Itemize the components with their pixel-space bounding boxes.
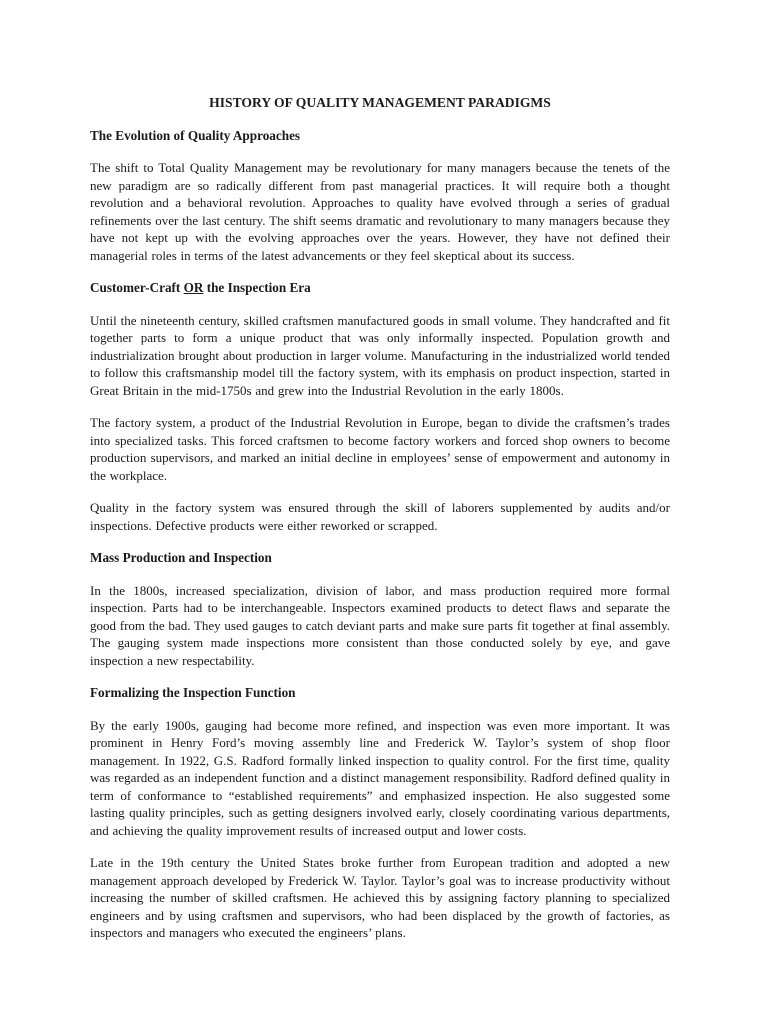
section-evolution-of-quality-approaches xyxy=(90,127,670,265)
body-paragraph: The factory system, a product of the Industrial Revolution in Europe, began to divide the craftsmen’s trades into specialized tasks. This forced craftsmen to become factory workers and forced shop owners to become production supervisors, and marked an initial decline in employees’ sense of empowerment and autonomy in the workplace. xyxy=(90,415,670,483)
section-heading xyxy=(90,684,670,702)
document-title: HISTORY OF QUALITY MANAGEMENT PARADIGMS xyxy=(209,95,551,110)
section-heading xyxy=(90,549,670,567)
heading-text: The Evolution of Quality Approaches xyxy=(90,127,301,143)
body-paragraph: In the 1800s, increased specialization, division of labor, and mass production required more formal inspection. Parts had to be interchangeable. Inspectors examined products to detect flaws and separate the good from the bad. They used gauges to catch deviant parts and make sure parts fit together at final assembly. The gauging system made inspections more consistent than those conducted solely by eye, and gave inspection a new respectability. xyxy=(90,582,670,668)
body-paragraph: Quality in the factory system was ensured through the skill of laborers supplemented by audits and/or inspections. Defective products were either reworked or scrapped. xyxy=(90,500,670,533)
body-paragraph: By the early 1900s, gauging had become more refined, and inspection was even more important. It was prominent in Henry Ford’s moving assembly line and Frederick W. Taylor’s system of shop floor management. In 1922, G.S. Radford formally linked inspection to quality control. For the first time, quality was regarded as an independent function and a distinct management responsibility. Radford defined quality in term of conformance to “established requirements” and emphasized inspection. He also suggested some lasting quality principles, such as getting designers involved early, closely coordinating various departments, and achieving the quality improvement results of increased output and lower costs. xyxy=(90,717,670,838)
section-heading xyxy=(90,127,670,145)
section-formalizing-the-inspection-function xyxy=(90,684,670,942)
heading-text: Formalizing the Inspection Function xyxy=(90,685,296,700)
body-paragraph: Late in the 19th century the United States broke further from European tradition and adopted a new management approach developed by Frederick W. Taylor. Taylor’s goal was to increase productivity without increasing the number of skilled craftsmen. He achieved this by assigning factory planning to specialized engineers and by using craftsmen and supervisors, who had been displaced by the growth of factories, as inspectors and managers who executed the engineers’ plans. xyxy=(90,855,670,940)
section-mass-production-and-inspection xyxy=(90,549,670,669)
section-heading xyxy=(90,279,670,297)
section-customer-craft-inspection-era xyxy=(90,279,670,534)
heading-text: Customer-Craft xyxy=(90,280,184,295)
heading-text: Mass Production and Inspection xyxy=(90,550,272,565)
body-paragraph: Until the nineteenth century, skilled craftsmen manufactured goods in small volume. They handcrafted and fit together parts to form a unique product that was only informally inspected. Population growth and industrialization brought about production in larger volume. Manufacturing in the industrialized world tended to follow this craftsmanship model till the factory system, with its emphasis on product inspection, started in Great Britain in the mid-1750s and grew into the Industrial Revolution in the early 1800s. xyxy=(90,312,670,398)
heading-underlined-text: OR xyxy=(183,280,204,295)
heading-text: the Inspection Era xyxy=(203,280,311,295)
body-paragraph: The shift to Total Quality Management may be revolutionary for many managers because the tenets of the new paradigm are so radically different from past managerial practices. It will require both a thought revolution and a behavioral revolution. Approaches to quality have evolved through a series of gradual refinements over the last century. The shift seems dramatic and revolutionary to many managers because they have not kept up with the evolving approaches over the years. However, they have not defined their managerial roles in terms of the latest advancements or they feel skeptical about its success. xyxy=(90,160,670,263)
